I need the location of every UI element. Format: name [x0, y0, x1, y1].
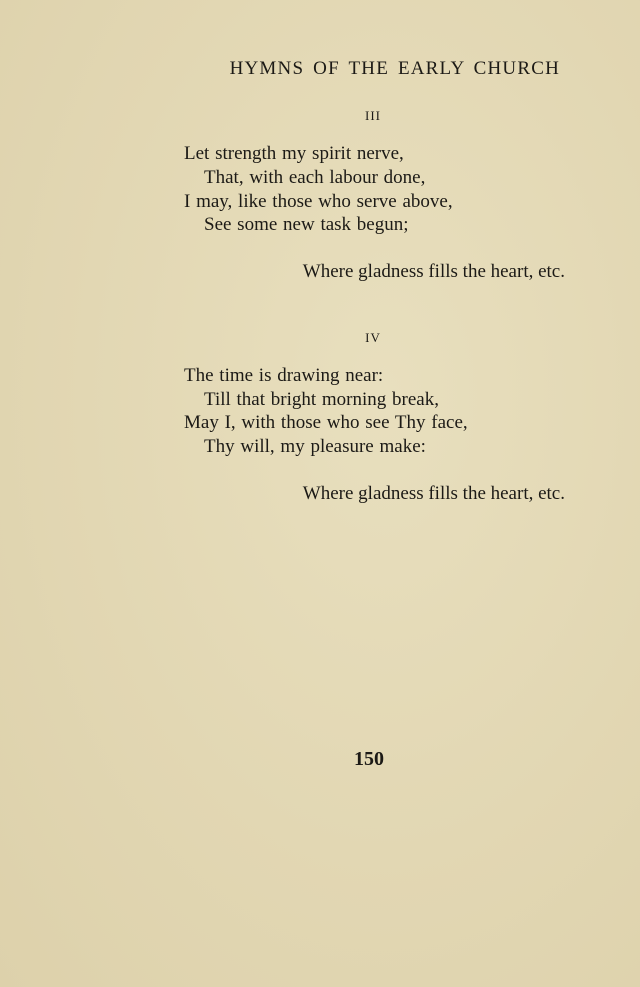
verse-line: Thy will, my pleasure make:: [204, 436, 426, 457]
verse-line: See some new task begun;: [204, 214, 409, 235]
page-number: 150: [354, 748, 384, 770]
stanza-number: III: [365, 108, 381, 123]
running-head: HYMNS OF THE EARLY CHURCH: [229, 58, 560, 79]
refrain-line: Where gladness fills the heart, etc.: [302, 483, 565, 504]
verse-line: I may, like those who serve above,: [184, 191, 453, 212]
refrain-line: Where gladness fills the heart, etc.: [302, 261, 565, 282]
verse-line: May I, with those who see Thy face,: [184, 412, 468, 433]
stanza-number: IV: [365, 330, 381, 345]
verse-line: Let strength my spirit nerve,: [184, 143, 404, 164]
verse-line: The time is drawing near:: [184, 365, 384, 386]
verse-line: That, with each labour done,: [204, 167, 426, 188]
verse-line: Till that bright morning break,: [204, 389, 439, 410]
